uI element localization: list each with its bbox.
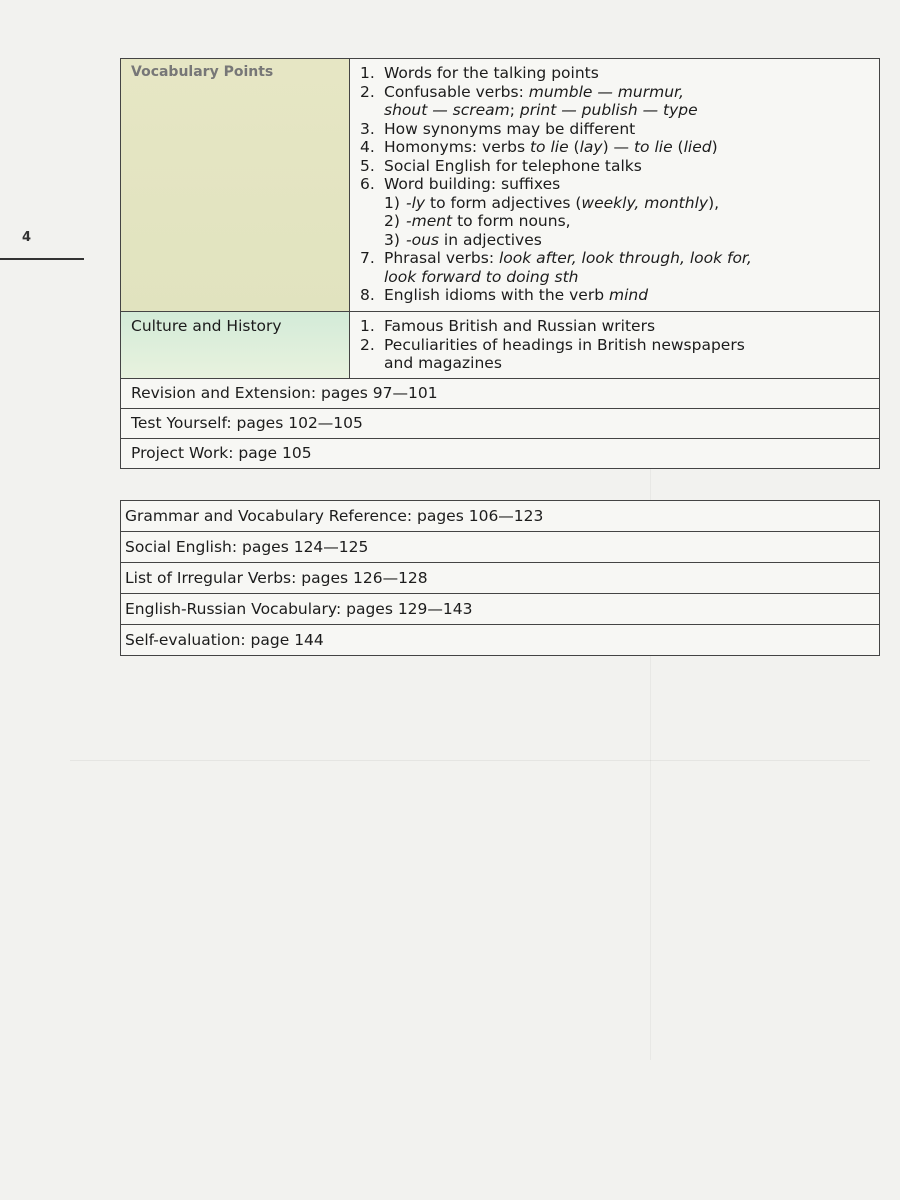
text-run: How synonyms may be different [384, 119, 636, 138]
italic-text: print — publish — type [519, 101, 698, 119]
text-run: ) [711, 138, 718, 156]
culture-row [121, 312, 879, 379]
text-run: ) — [602, 138, 634, 156]
page-number-rule [0, 258, 84, 260]
revision-row: Revision and Extension: pages 97—101 [121, 379, 879, 409]
item-number: 6. [360, 175, 375, 193]
item-number: 5. [360, 156, 375, 175]
vocabulary-subitem [360, 212, 869, 231]
text-run: Words for the talking points [384, 64, 599, 82]
text-run: to form adjectives ( [425, 193, 582, 212]
vocabulary-item [360, 83, 869, 102]
vocabulary-subitem [360, 194, 869, 213]
italic-text: -ous [406, 230, 439, 249]
italic-text: -ment [406, 212, 453, 230]
text-run: ( [568, 138, 580, 156]
subitem-number: 3) [384, 230, 400, 249]
text-run: Phrasal verbs: [384, 249, 499, 267]
reference-row: Self-evaluation: page 144 [125, 631, 324, 649]
culture-item-continuation: and magazines [384, 354, 502, 372]
italic-text: look after, look through, look for, [499, 249, 752, 267]
project-work-row: Project Work: page 105 [131, 444, 312, 462]
reference-row: English-Russian Vocabulary: pages 129—143 [121, 594, 879, 625]
vocabulary-row [121, 59, 879, 312]
text-run: Word building: suffixes [384, 175, 561, 193]
text-run: ( [672, 138, 684, 156]
italic-text: look forward to doing sth [384, 267, 579, 286]
italic-text: mind [608, 286, 649, 304]
vocabulary-heading: Vocabulary Points [121, 59, 350, 311]
italic-text: lied [683, 138, 712, 156]
vocabulary-item [360, 138, 869, 157]
vocabulary-item [360, 249, 869, 268]
subitem-number: 2) [384, 212, 400, 230]
page-number: 4 [22, 230, 32, 245]
italic-text: lay [579, 138, 603, 156]
reference-row: Social English: pages 124—125 [121, 532, 879, 563]
italic-text: -ly [406, 193, 426, 212]
contents-table [120, 58, 880, 469]
show-through-line [70, 760, 870, 761]
vocabulary-item [360, 157, 869, 176]
test-yourself-row: Test Yourself: pages 102—105 [121, 409, 879, 439]
text-run: Confusable verbs: [384, 82, 529, 101]
culture-item: 2. Peculiarities of headings in British newspapers [360, 335, 745, 354]
culture-list [350, 312, 879, 378]
italic-text: weekly, monthly [581, 193, 709, 212]
item-number: 7. [360, 249, 375, 267]
italic-text: to lie [529, 138, 569, 156]
culture-heading: Culture and History [121, 312, 350, 378]
item-number: 1. [360, 64, 375, 82]
item-number: 2. [360, 82, 375, 101]
italic-text: to lie [633, 138, 673, 156]
item-number: 3. [360, 119, 375, 138]
vocabulary-list [350, 59, 879, 311]
reference-table [120, 500, 880, 656]
vocabulary-item [360, 286, 869, 305]
text-run: to form nouns, [452, 212, 571, 230]
text-run: in adjectives [438, 230, 542, 249]
vocabulary-item [360, 175, 869, 194]
subitem-number: 1) [384, 193, 400, 212]
reference-row: Grammar and Vocabulary Reference: pages 106—123 [121, 501, 879, 532]
text-run: ), [708, 193, 720, 212]
culture-item: 1. Famous British and Russian writers [360, 317, 656, 335]
text-run: Homonyms: verbs [384, 138, 530, 156]
text-run: Social English for telephone talks [384, 156, 642, 175]
vocabulary-subitem [360, 231, 869, 250]
item-number: 4. [360, 138, 375, 156]
vocabulary-item [360, 120, 869, 139]
item-number: 8. [360, 286, 375, 304]
vocabulary-item [360, 64, 869, 83]
reference-row: List of Irregular Verbs: pages 126—128 [121, 563, 879, 594]
vocabulary-item-continuation [360, 101, 869, 120]
vocabulary-item-continuation [360, 268, 869, 287]
italic-text: mumble — murmur, [528, 82, 684, 101]
text-run: ; [509, 101, 520, 119]
text-run: English idioms with the verb [384, 286, 609, 304]
italic-text: shout — scream [384, 101, 510, 119]
